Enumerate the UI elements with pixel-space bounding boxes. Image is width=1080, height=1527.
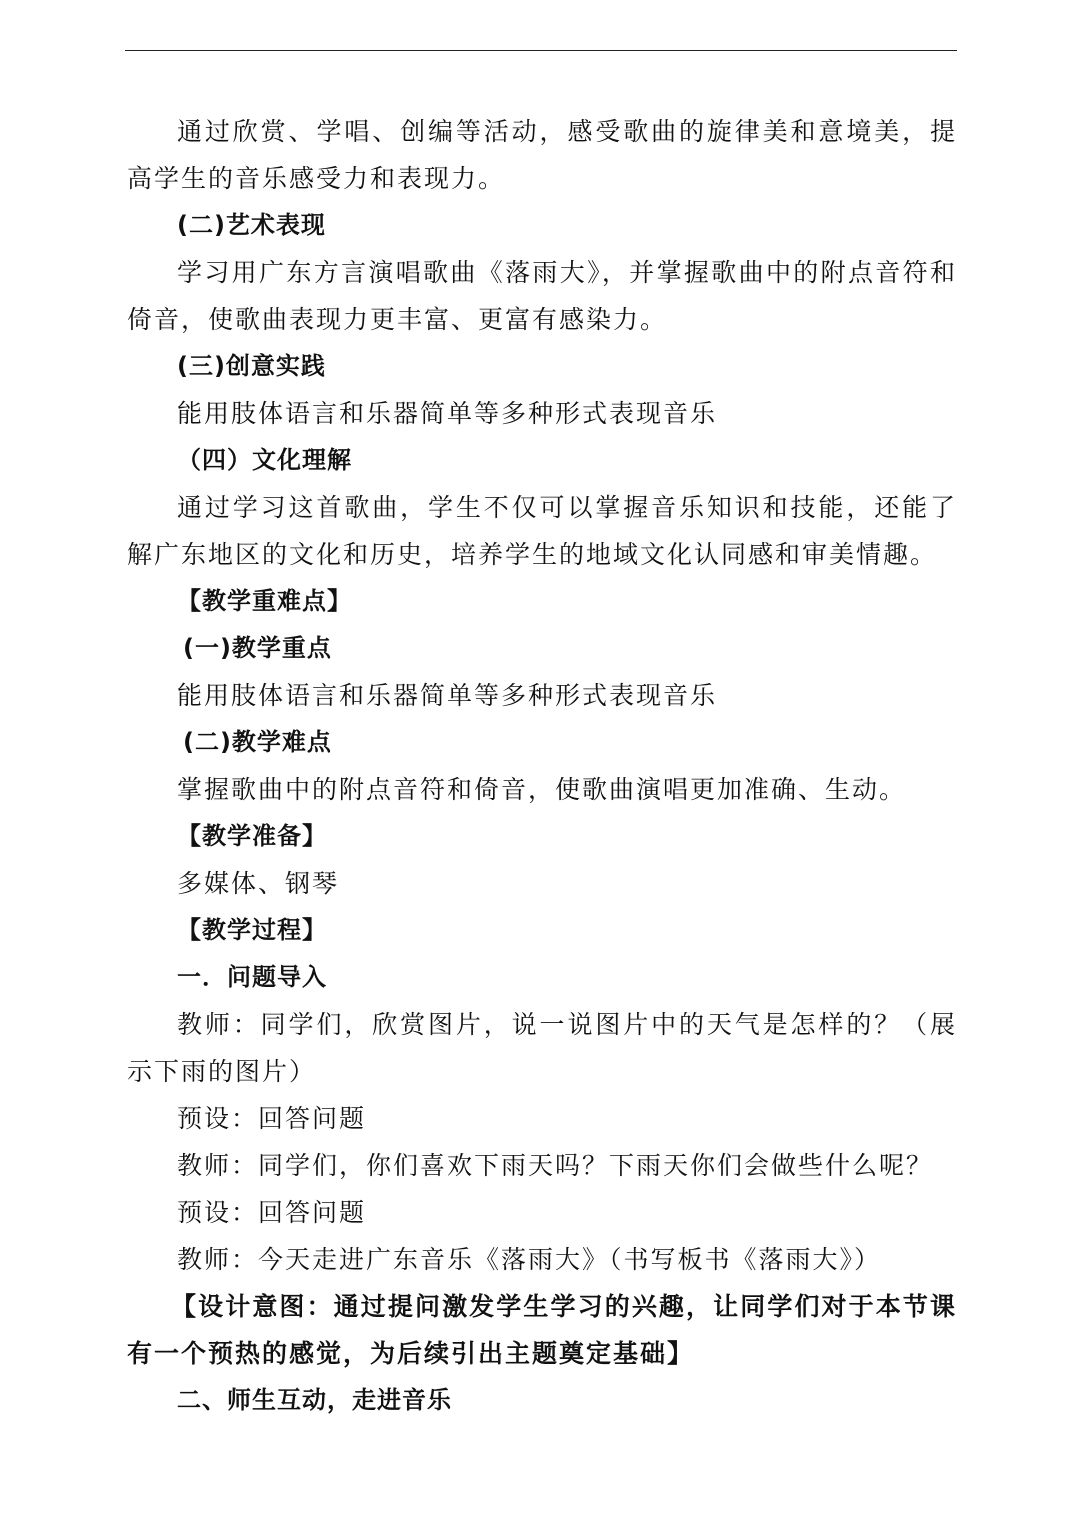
difficult-point-text: 掌握歌曲中的附点音符和倚音，使歌曲演唱更加准确、生动。 [177, 775, 907, 804]
heading-art-expression: (二)艺术表现 [177, 211, 326, 239]
goal-paragraph-expression: 学习用广东方言演唱歌曲《落雨大》，并掌握歌曲中的附点音符和倚音，使歌曲表现力更丰富、更富有感染力。 [127, 258, 957, 334]
dialogue-line: 预设：回答问题 [177, 1104, 367, 1133]
dialogue-line: 教师：同学们，欣赏图片，说一说图片中的天气是怎样的？（展示下雨的图片） [127, 1010, 957, 1086]
goal-paragraph-practice: 能用肢体语言和乐器简单等多种形式表现音乐 [177, 399, 718, 428]
heading-step-two: 二、师生互动，走进音乐 [177, 1386, 452, 1414]
header-rule [125, 50, 957, 51]
dialogue-line: 教师：今天走进广东音乐《落雨大》（书写板书《落雨大》） [177, 1245, 882, 1274]
heading-difficult-point: (二)教学难点 [183, 728, 332, 756]
dialogue-line: 教师：同学们，你们喜欢下雨天吗？下雨天你们会做些什么呢？ [177, 1151, 934, 1180]
heading-key-point: (一)教学重点 [183, 634, 332, 662]
heading-process: 【教学过程】 [177, 916, 327, 944]
dialogue-line: 预设：回答问题 [177, 1198, 367, 1227]
heading-creative-practice: (三)创意实践 [177, 352, 326, 380]
key-point-text: 能用肢体语言和乐器简单等多种形式表现音乐 [177, 681, 718, 710]
heading-preparation: 【教学准备】 [177, 822, 327, 850]
heading-key-difficult-points: 【教学重难点】 [177, 587, 352, 615]
document-body [127, 108, 957, 1424]
design-intent-note: 【设计意图：通过提问激发学生学习的兴趣，让同学们对于本节课有一个预热的感觉，为后续引出主题奠定基础】 [127, 1292, 957, 1368]
heading-step-one: 一．问题导入 [177, 963, 327, 991]
heading-culture: （四）文化理解 [177, 446, 352, 474]
preparation-text: 多媒体、钢琴 [177, 869, 340, 898]
goal-paragraph-culture: 通过学习这首歌曲，学生不仅可以掌握音乐知识和技能，还能了解广东地区的文化和历史，培养学生的地域文化认同感和审美情趣。 [127, 493, 957, 569]
goal-paragraph-aesthetic: 通过欣赏、学唱、创编等活动，感受歌曲的旋律美和意境美，提高学生的音乐感受力和表现力。 [127, 117, 957, 193]
